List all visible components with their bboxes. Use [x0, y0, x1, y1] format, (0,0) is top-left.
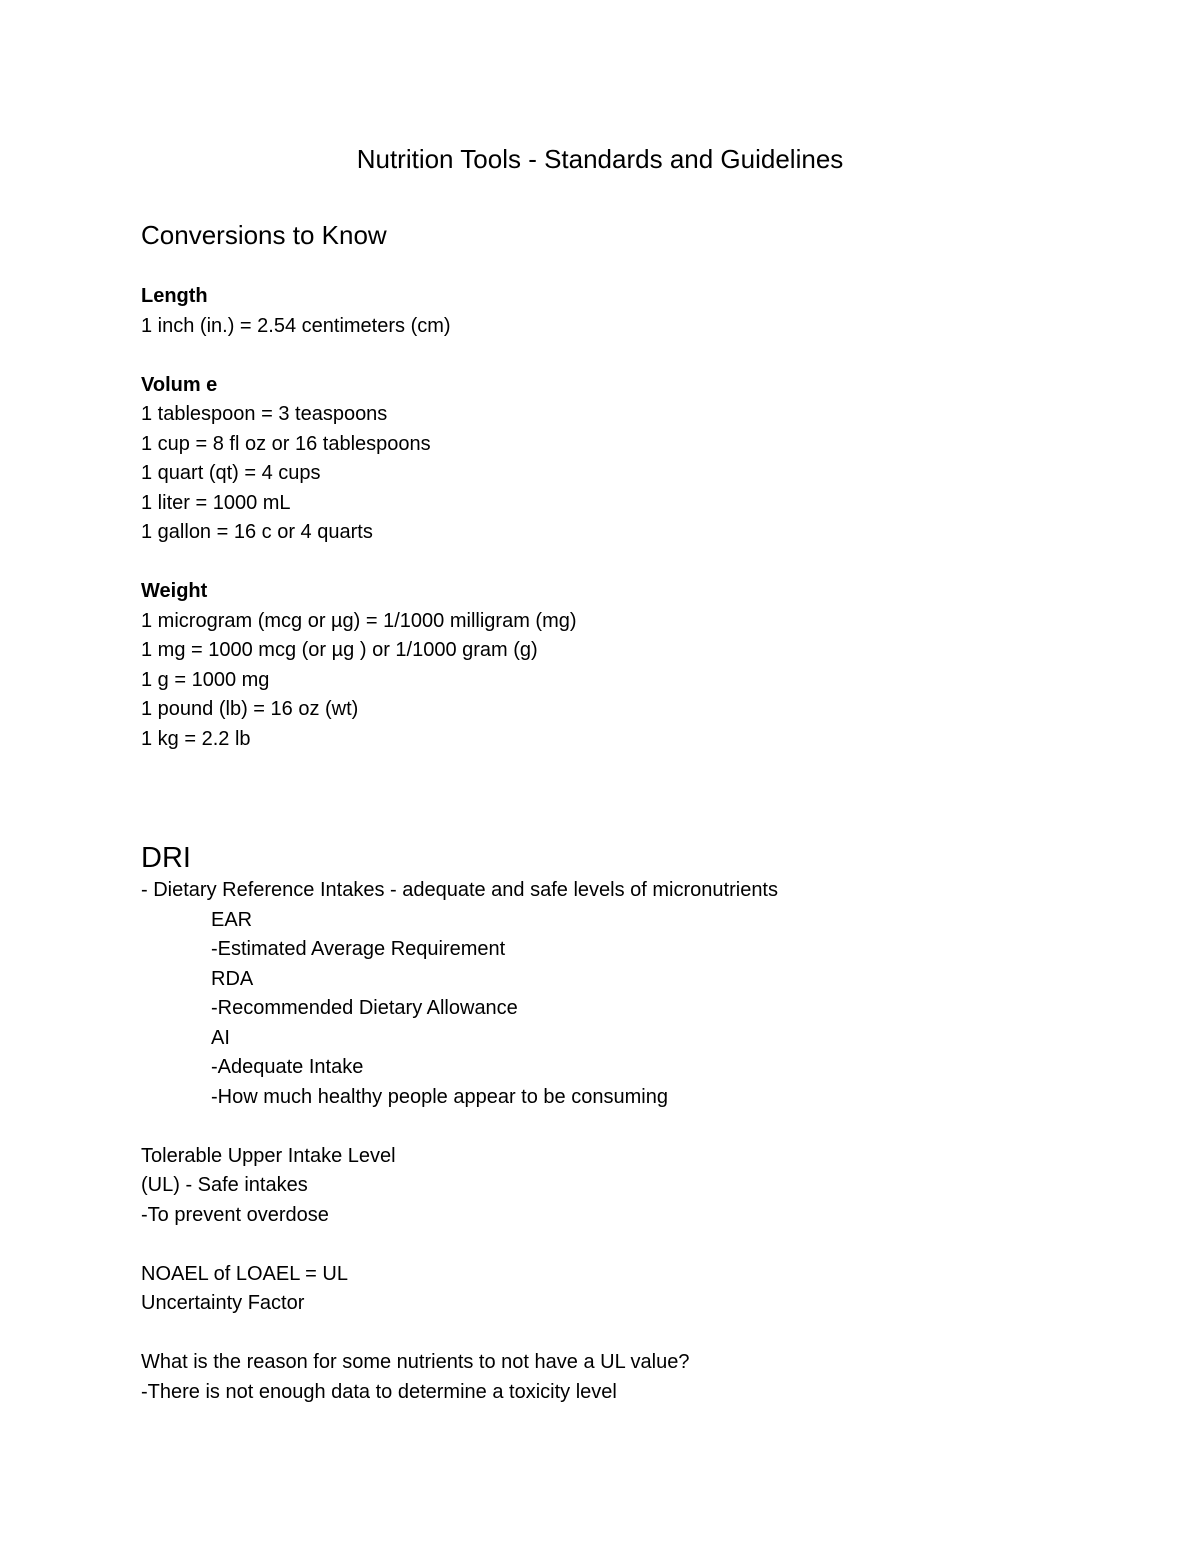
- spacer: [141, 548, 1081, 578]
- ul-section: [141, 1142, 1081, 1231]
- answer-line: -There is not enough data to determine a toxicity level: [141, 1380, 617, 1403]
- dri-section: [141, 840, 1081, 1112]
- length-heading: Length: [141, 285, 208, 307]
- question-line: What is the reason for some nutrients to not have a UL value?: [141, 1351, 690, 1373]
- volume-section: [141, 371, 1081, 548]
- dri-intro: - Dietary Reference Intakes - adequate and safe levels of micronutrients: [141, 879, 778, 901]
- volume-line: 1 liter = 1000 mL: [141, 491, 291, 514]
- spacer: [141, 341, 1081, 371]
- weight-heading: Weight: [141, 580, 208, 602]
- dri-item: -How much healthy people appear to be consuming: [211, 1085, 668, 1108]
- volume-line: 1 cup = 8 fl oz or 16 tablespoons: [141, 432, 431, 455]
- volume-line: 1 tablespoon = 3 teaspoons: [141, 403, 388, 425]
- dri-item: RDA: [211, 967, 254, 990]
- dri-heading: DRI: [141, 842, 191, 874]
- dri-item: -Recommended Dietary Allowance: [211, 997, 518, 1019]
- weight-line: 1 g = 1000 mg: [141, 668, 270, 691]
- weight-section: [141, 577, 1081, 754]
- ul-line: Tolerable Upper Intake Level: [141, 1144, 396, 1167]
- length-section: [141, 282, 1081, 341]
- weight-line: 1 microgram (mcg or µg) = 1/1000 milligram (mg): [141, 609, 577, 632]
- volume-line: 1 quart (qt) = 4 cups: [141, 462, 321, 484]
- length-line: 1 inch (in.) = 2.54 centimeters (cm): [141, 314, 451, 337]
- noael-line: Uncertainty Factor: [141, 1292, 305, 1314]
- dri-item: -Estimated Average Requirement: [211, 938, 506, 960]
- spacer: [141, 1230, 1081, 1260]
- weight-line: 1 pound (lb) = 16 oz (wt): [141, 698, 359, 720]
- spacer: [141, 1319, 1081, 1349]
- dri-item: AI: [211, 1026, 230, 1049]
- volume-line: 1 gallon = 16 c or 4 quarts: [141, 521, 373, 543]
- weight-line: 1 mg = 1000 mcg (or µg ) or 1/1000 gram (g): [141, 639, 538, 661]
- noael-section: [141, 1260, 1081, 1319]
- conversions-heading: Conversions to Know: [141, 220, 387, 250]
- ul-line: (UL) - Safe intakes: [141, 1174, 308, 1196]
- volume-heading: Volum e: [141, 373, 218, 396]
- document-body: [141, 218, 1081, 1407]
- ul-line: -To prevent overdose: [141, 1203, 329, 1226]
- weight-line: 1 kg = 2.2 lb: [141, 727, 251, 750]
- dri-item: EAR: [211, 908, 253, 931]
- spacer: [141, 754, 1081, 840]
- dri-item: -Adequate Intake: [211, 1056, 364, 1078]
- question-section: [141, 1348, 1081, 1407]
- spacer: [141, 1112, 1081, 1142]
- noael-line: NOAEL of LOAEL = UL: [141, 1262, 348, 1285]
- document-title: Nutrition Tools - Standards and Guidelines: [356, 144, 844, 174]
